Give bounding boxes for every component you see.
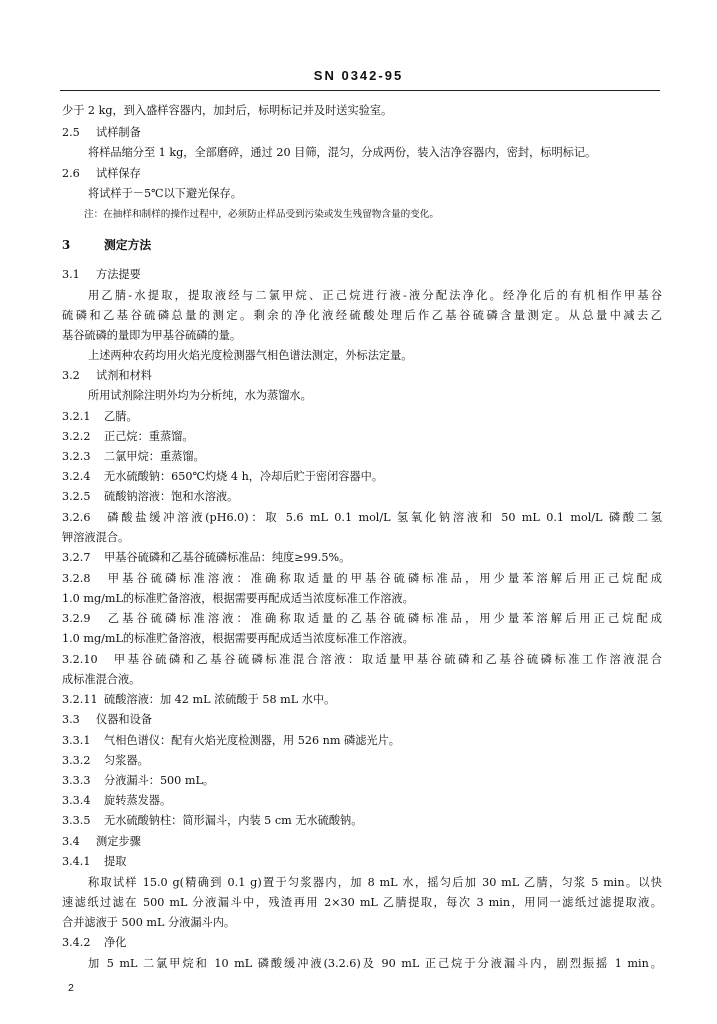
item-number: 3.2.1 bbox=[62, 410, 91, 423]
list-item bbox=[62, 551, 662, 565]
note-text: 注：在抽样和制样的操作过程中，必须防止样品受到污染或发生残留物含量的变化。 bbox=[84, 209, 439, 220]
list-item bbox=[62, 410, 662, 424]
section-3-3-heading bbox=[62, 713, 662, 727]
paragraph-line: 硫磷和乙基谷硫磷总量的测定。剩余的净化液经硫酸处理后作乙基谷硫磷含量测定。从总量中减去乙 bbox=[62, 309, 662, 322]
paragraph-line: 合并滤液于 500 mL 分液漏斗内。 bbox=[62, 916, 236, 929]
section-title: 方法提要 bbox=[96, 268, 141, 281]
list-item bbox=[62, 774, 662, 788]
section-number: 3.4.2 bbox=[62, 936, 91, 949]
list-item bbox=[62, 734, 662, 748]
item-text: 分液漏斗：500 mL。 bbox=[104, 774, 215, 787]
item-number: 3.3.3 bbox=[62, 774, 91, 787]
item-text: 匀浆器。 bbox=[104, 754, 149, 767]
section-number: 3 bbox=[62, 238, 71, 252]
item-text: 无水硫酸钠：650℃灼烧 4 h，冷却后贮于密闭容器中。 bbox=[104, 470, 384, 483]
section-3-heading bbox=[62, 238, 662, 252]
section-3-4-1-heading bbox=[62, 855, 662, 869]
item-number: 3.2.11 bbox=[62, 693, 98, 706]
item-text: 甲基谷硫磷和乙基谷硫磷标准品：纯度≥99.5%。 bbox=[104, 551, 351, 564]
list-item bbox=[62, 814, 662, 828]
paragraph-line: 3.2.8 甲基谷硫磷标准溶液：准确称取适量的甲基谷硫磷标准品，用少量苯溶解后用正己烷配成 bbox=[62, 572, 662, 585]
section-title: 试样保存 bbox=[96, 167, 141, 180]
section-3-1-heading bbox=[62, 268, 662, 282]
section-number: 2.5 bbox=[62, 126, 80, 139]
section-number: 2.6 bbox=[62, 167, 80, 180]
item-text: 乙腈。 bbox=[104, 410, 138, 423]
section-2-6-body: 将试样于－5℃以下避光保存。 bbox=[88, 187, 242, 200]
item-number: 3.3.1 bbox=[62, 734, 91, 747]
item-number: 3.3.4 bbox=[62, 794, 91, 807]
list-item bbox=[62, 794, 662, 808]
paragraph-line: 所用试剂除注明外均为分析纯，水为蒸馏水。 bbox=[88, 389, 312, 402]
item-text: 旋转蒸发器。 bbox=[104, 794, 172, 807]
paragraph-line: 基谷硫磷的量即为甲基谷硫磷的量。 bbox=[62, 329, 242, 342]
paragraph-line: 1.0 mg/mL的标准贮备溶液，根据需要再配成适当浓度标准工作溶液。 bbox=[62, 592, 414, 605]
section-2-4-tail: 少于 2 kg，到入盛样容器内，加封后，标明标记并及时送实验室。 bbox=[62, 104, 393, 117]
paragraph-line: 速滤纸过滤在 500 mL 分液漏斗中，残渣再用 2×30 mL 乙腈提取，每次 3 min，用同一滤纸过滤提取液。 bbox=[62, 896, 662, 909]
paragraph-line: 上述两种农药均用火焰光度检测器气相色谱法测定，外标法定量。 bbox=[88, 349, 413, 362]
paragraph-line: 称取试样 15.0 g(精确到 0.1 g)置于匀浆器内，加 8 mL 水，摇匀后加 30 mL 乙腈，匀浆 5 min。以快 bbox=[88, 876, 662, 889]
item-text: 无水硫酸钠柱：简形漏斗，内装 5 cm 无水硫酸钠。 bbox=[104, 814, 363, 827]
paragraph-line: 成标准混合液。 bbox=[62, 673, 141, 686]
paragraph-line: 用乙腈-水提取，提取液经与二氯甲烷、正己烷进行液-液分配法净化。经净化后的有机相作甲基谷 bbox=[88, 289, 662, 302]
section-number: 3.2 bbox=[62, 369, 80, 382]
list-item bbox=[62, 470, 662, 484]
list-item bbox=[62, 693, 662, 707]
section-3-4-2-heading bbox=[62, 936, 662, 950]
item-number: 3.2.3 bbox=[62, 450, 91, 463]
paragraph-line: 加 5 mL 二氯甲烷和 10 mL 磷酸缓冲液(3.2.6)及 90 mL 正己烷于分液漏斗内，剧烈振摇 1 min。 bbox=[88, 957, 662, 970]
list-item bbox=[62, 430, 662, 444]
section-number: 3.4 bbox=[62, 835, 80, 848]
standard-code-header: SN 0342-95 bbox=[313, 68, 404, 83]
item-number: 3.2.5 bbox=[62, 490, 91, 503]
section-2-5-body: 将样品缩分至 1 kg，全部磨碎，通过 20 目筛，混匀，分成两份，装入洁净容器内，密封，标明标记。 bbox=[88, 146, 597, 159]
item-number: 3.3.2 bbox=[62, 754, 91, 767]
item-number: 3.2.2 bbox=[62, 430, 91, 443]
section-title: 试剂和材料 bbox=[96, 369, 152, 382]
paragraph-line: 3.2.9 乙基谷硫磷标准溶液：准确称取适量的乙基谷硫磷标准品，用少量苯溶解后用正己烷配成 bbox=[62, 612, 662, 625]
section-title: 提取 bbox=[104, 855, 127, 868]
section-2-5-heading bbox=[62, 126, 662, 140]
section-number: 3.3 bbox=[62, 713, 80, 726]
item-text: 二氯甲烷：重蒸馏。 bbox=[104, 450, 205, 463]
section-2-6-heading bbox=[62, 167, 662, 181]
section-title: 测定方法 bbox=[104, 238, 152, 252]
header-rule bbox=[60, 90, 660, 91]
item-number: 3.3.5 bbox=[62, 814, 91, 827]
list-item bbox=[62, 754, 662, 768]
list-item bbox=[62, 450, 662, 464]
item-number: 3.2.7 bbox=[62, 551, 91, 564]
paragraph-line: 3.2.10 甲基谷硫磷和乙基谷硫磷标准混合溶液：取适量甲基谷硫磷和乙基谷硫磷标准工作溶液混合 bbox=[62, 653, 662, 666]
paragraph-line: 钾溶液混合。 bbox=[62, 531, 130, 544]
item-text: 正己烷：重蒸馏。 bbox=[104, 430, 194, 443]
section-number: 3.4.1 bbox=[62, 855, 91, 868]
section-title: 试样制备 bbox=[96, 126, 141, 139]
paragraph-line: 1.0 mg/mL的标准贮备溶液，根据需要再配成适当浓度标准工作溶液。 bbox=[62, 632, 414, 645]
item-text: 硫酸钠溶液：饱和水溶液。 bbox=[104, 490, 239, 503]
section-number: 3.1 bbox=[62, 268, 80, 281]
section-title: 净化 bbox=[104, 936, 127, 949]
section-title: 测定步骤 bbox=[96, 835, 141, 848]
section-title: 仪器和设备 bbox=[96, 713, 152, 726]
item-number: 3.2.4 bbox=[62, 470, 91, 483]
list-item bbox=[62, 490, 662, 504]
paragraph-line: 3.2.6 磷酸盐缓冲溶液(pH6.0)：取 5.6 mL 0.1 mol/L 氢氧化钠溶液和 50 mL 0.1 mol/L 磷酸二氢 bbox=[62, 511, 662, 524]
section-3-2-heading bbox=[62, 369, 662, 383]
section-3-4-heading bbox=[62, 835, 662, 849]
page-number: 2 bbox=[68, 982, 74, 994]
item-text: 气相色谱仪：配有火焰光度检测器，用 526 nm 磷滤光片。 bbox=[104, 734, 400, 747]
item-text: 硫酸溶液：加 42 mL 浓硫酸于 58 mL 水中。 bbox=[104, 693, 336, 706]
